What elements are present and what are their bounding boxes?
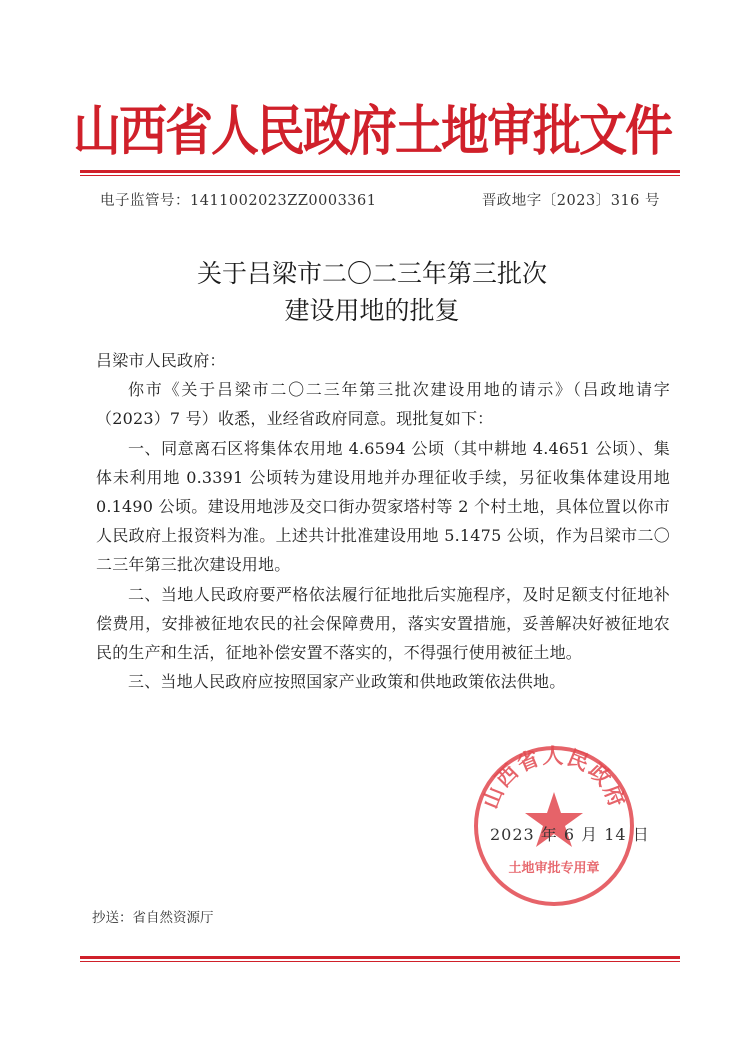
- supervision-number: 1411002023ZZ0003361: [190, 193, 377, 209]
- seal-subtext: 土地审批专用章: [508, 861, 600, 876]
- body-paragraph: 二、当地人民政府要严格依法履行征地批后实施程序，及时足额支付征地补偿费用，安排被征地农民的社会保障费用，落实安置措施，妥善解决好被征地农民的生产和生活，征地补偿安置不落实的，不得强行使用被征土地。: [96, 584, 670, 663]
- body-paragraph: 你市《关于吕梁市二〇二三年第三批次建设用地的请示》（吕政地请字（2023）7 号）收悉，业经省政府同意。现批复如下：: [96, 380, 670, 429]
- body-paragraph: 一、同意离石区将集体农用地 4.6594 公顷（其中耕地 4.4651 公顷）、集体未利用地 0.3391 公顷转为建设用地并办理征收手续，另征收集体建设用地 0.1490 公顷。建设用地涉及交口街办贺家塔村等 2 个村土地，具体位置以你市人民政府上报资料为准。上述共计批准建设用地 5.1475 公顷，作为吕梁市二〇二三年第三批次建设用地。: [96, 438, 670, 575]
- document-body: [96, 346, 670, 696]
- seal-arc-text: 山西省人民政府: [477, 742, 631, 812]
- document-number: 晋政地字〔2023〕316 号: [481, 193, 660, 209]
- document-title-line-2: 建设用地的批复: [284, 296, 460, 325]
- supervision-number-line: [100, 189, 376, 210]
- supervision-label: 电子监管号：: [100, 193, 190, 209]
- footer-rule-thin: [80, 961, 680, 962]
- salutation: 吕梁市人民政府：: [96, 351, 226, 370]
- footer-rule-thick: [80, 956, 680, 959]
- document-header-title: 山西省人民政府土地审批文件: [72, 100, 671, 164]
- document-title: [90, 255, 654, 329]
- header-rule-thick: [80, 170, 680, 173]
- cc-line: 抄送：省自然资源厅: [92, 910, 214, 926]
- signature-date: 2023 年 6 月 14 日: [490, 825, 650, 844]
- body-paragraph: 三、当地人民政府应按照国家产业政策和供地政策依法供地。: [128, 672, 566, 692]
- document-title-line-1: 关于吕梁市二〇二三年第三批次: [196, 259, 547, 288]
- header-rule-thin: [80, 175, 680, 176]
